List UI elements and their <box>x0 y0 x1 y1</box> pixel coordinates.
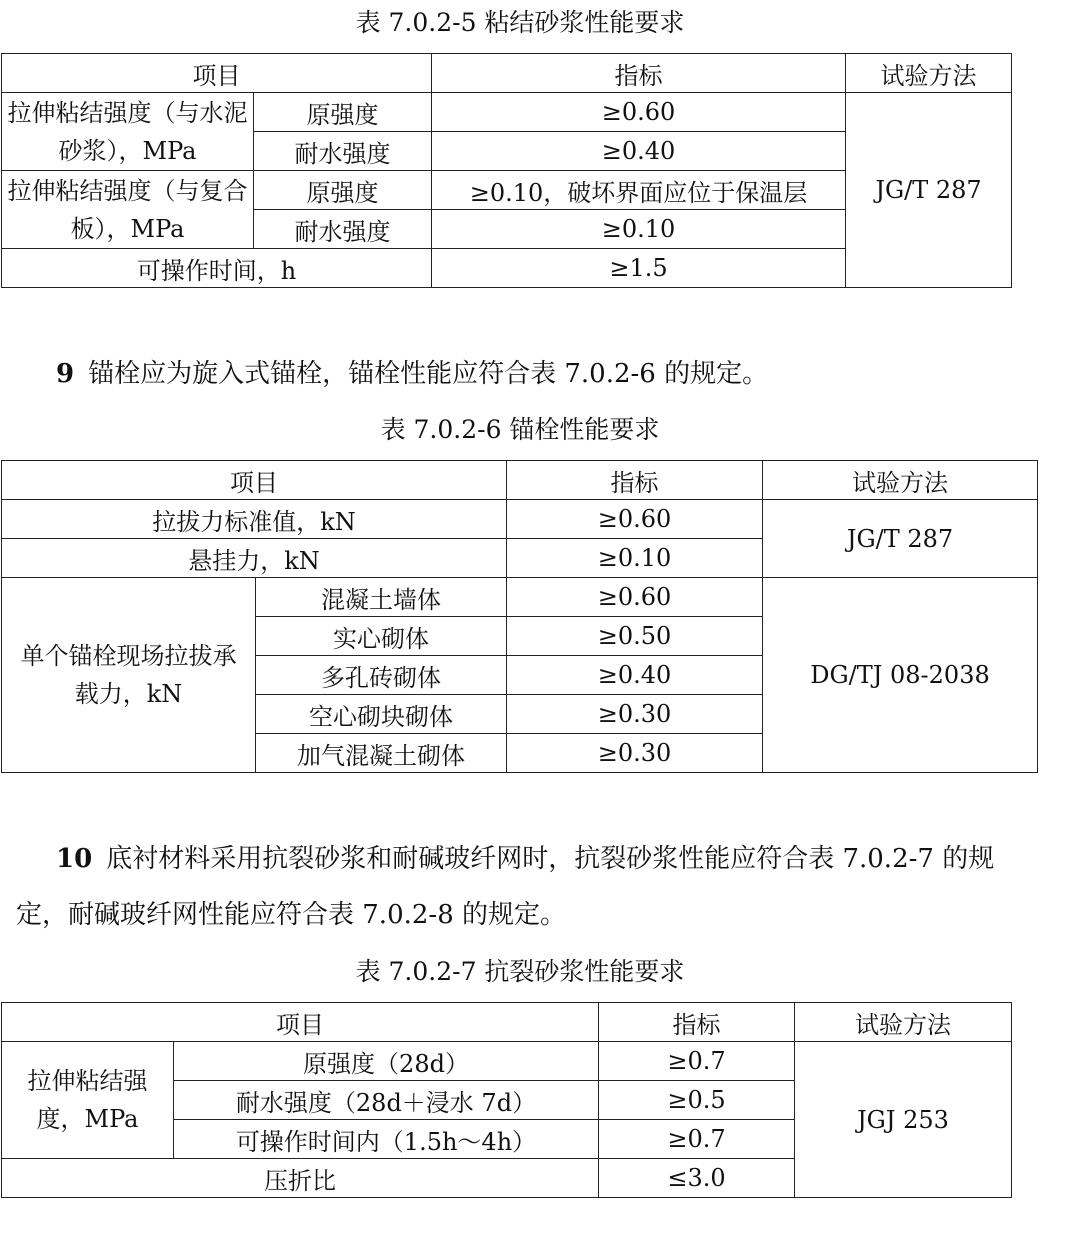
header-index: 指标 <box>599 1003 795 1042</box>
header-method: 试验方法 <box>795 1003 1012 1042</box>
group-label: 拉伸粘结强度（与水泥砂浆），MPa <box>2 93 254 171</box>
index-value: ≥0.30 <box>507 695 763 734</box>
row-item: 可操作时间，h <box>2 249 432 288</box>
header-item: 项目 <box>2 1003 599 1042</box>
group-label: 拉伸粘结强度（与复合板），MPa <box>2 171 254 249</box>
index-value: ≥0.10 <box>432 210 846 249</box>
header-index: 指标 <box>507 461 763 500</box>
table-header-row <box>2 461 1038 500</box>
group-label: 拉伸粘结强度，MPa <box>2 1042 174 1159</box>
index-value: ≥0.5 <box>599 1081 795 1120</box>
sub-item: 空心砌块砌体 <box>256 695 507 734</box>
header-index: 指标 <box>432 54 846 93</box>
table-row <box>2 1042 1012 1081</box>
clause-9 <box>56 346 1046 402</box>
sub-item: 加气混凝土砌体 <box>256 734 507 773</box>
row-item: 悬挂力，kN <box>2 539 507 578</box>
method-cell: DG/TJ 08-2038 <box>763 578 1038 773</box>
table-7-0-2-5 <box>1 53 1012 288</box>
table1-caption: 表 7.0.2-5 粘结砂浆性能要求 <box>355 8 685 37</box>
table-row <box>2 93 1012 132</box>
sub-item: 耐水强度（28d＋浸水 7d） <box>174 1081 599 1120</box>
sub-item: 可操作时间内（1.5h～4h） <box>174 1120 599 1159</box>
index-value: ≥0.40 <box>507 656 763 695</box>
clause-text: 锚栓应为旋入式锚栓，锚栓性能应符合表 7.0.2-6 的规定。 <box>88 359 769 389</box>
sub-item: 混凝土墙体 <box>256 578 507 617</box>
table-row <box>2 578 1038 617</box>
clause-text: 底衬材料采用抗裂砂浆和耐碱玻纤网时，抗裂砂浆性能应符合表 7.0.2-7 的规定，耐碱玻纤网性能应符合表 7.0.2-8 的规定。 <box>16 844 995 930</box>
header-method: 试验方法 <box>763 461 1038 500</box>
header-item: 项目 <box>2 461 507 500</box>
index-value: ≥1.5 <box>432 249 846 288</box>
row-item: 压折比 <box>2 1159 599 1198</box>
table-row <box>2 500 1038 539</box>
clause-number: 10 <box>56 844 93 874</box>
method-cell: JG/T 287 <box>763 500 1038 578</box>
header-item: 项目 <box>2 54 432 93</box>
table-7-0-2-7 <box>1 1002 1012 1198</box>
index-value: ≥0.7 <box>599 1120 795 1159</box>
table-7-0-2-6 <box>1 460 1038 773</box>
sub-item: 耐水强度 <box>254 132 432 171</box>
index-value: ≥0.7 <box>599 1042 795 1081</box>
index-value: ≥0.30 <box>507 734 763 773</box>
sub-item: 实心砌体 <box>256 617 507 656</box>
group-label: 单个锚栓现场拉拔承载力，kN <box>2 578 256 773</box>
method-cell: JG/T 287 <box>846 93 1012 288</box>
index-value: ≥0.50 <box>507 617 763 656</box>
header-method: 试验方法 <box>846 54 1012 93</box>
sub-item: 原强度 <box>254 171 432 210</box>
index-value: ≥0.60 <box>507 500 763 539</box>
index-value: ≥0.40 <box>432 132 846 171</box>
clause-10 <box>16 831 1036 943</box>
row-item: 拉拔力标准值，kN <box>2 500 507 539</box>
sub-item: 耐水强度 <box>254 210 432 249</box>
index-value: ≥0.10，破坏界面应位于保温层 <box>432 171 846 210</box>
sub-item: 多孔砖砌体 <box>256 656 507 695</box>
index-value: ≤3.0 <box>599 1159 795 1198</box>
table-header-row <box>2 54 1012 93</box>
table-header-row <box>2 1003 1012 1042</box>
index-value: ≥0.60 <box>432 93 846 132</box>
table2-caption: 表 7.0.2-6 锚栓性能要求 <box>380 415 660 444</box>
clause-number: 9 <box>56 359 75 389</box>
sub-item: 原强度（28d） <box>174 1042 599 1081</box>
index-value: ≥0.60 <box>507 578 763 617</box>
method-cell: JGJ 253 <box>795 1042 1012 1198</box>
table3-caption: 表 7.0.2-7 抗裂砂浆性能要求 <box>355 957 685 986</box>
sub-item: 原强度 <box>254 93 432 132</box>
index-value: ≥0.10 <box>507 539 763 578</box>
